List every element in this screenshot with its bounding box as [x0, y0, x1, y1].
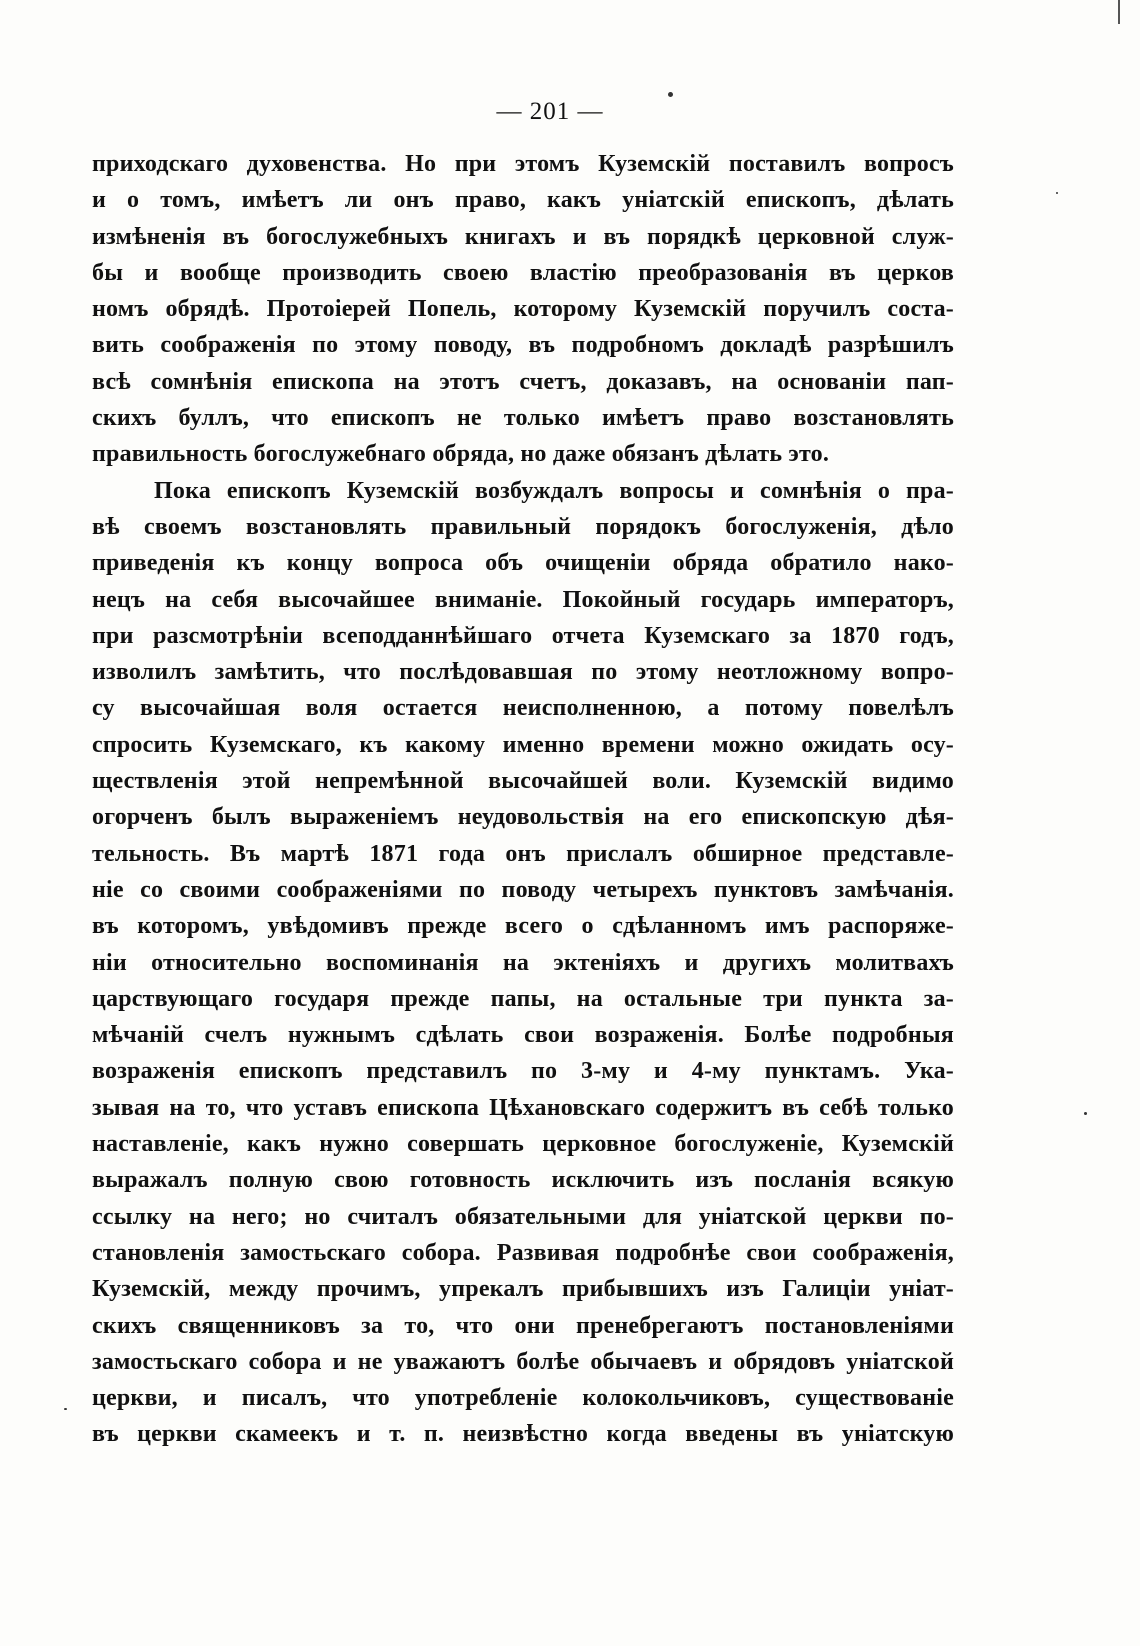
text-line: приходскаго духовенства. Но при этомъ Куземскій поставилъ вопросъ	[92, 151, 954, 177]
scan-edge-mark	[1118, 0, 1120, 24]
text-line: ссылку на него; но считалъ обязательными для уніатской церкви по-	[92, 1203, 954, 1230]
text-line: бы и вообще производить своею властію преобразованія въ церков	[92, 259, 954, 286]
text-line: нецъ на себя высочайшее вниманіе. Покойный государь императоръ,	[92, 586, 954, 613]
text-line: вить соображенія по этому поводу, въ подробномъ докладѣ разрѣшилъ	[92, 332, 954, 359]
text-line: замостьскаго собора и не уважаютъ болѣе обычаевъ и обрядовъ уніатской	[92, 1348, 954, 1375]
text-line: измѣненія въ богослужебныхъ книгахъ и въ порядкѣ церковной служ-	[92, 223, 954, 250]
text-line: тельность. Въ мартѣ 1871 года онъ прислалъ обширное представле-	[92, 840, 954, 867]
text-line: церкви, и писалъ, что употребленіе колокольчиковъ, существованіе	[92, 1385, 954, 1412]
page-number: — 201 —	[496, 98, 604, 125]
text-line: царствующаго государя прежде папы, на остальные три пункта за-	[92, 985, 954, 1012]
text-line: су высочайшая воля остается неисполненною, а потому повелѣлъ	[92, 695, 954, 722]
scan-speck	[64, 1408, 67, 1410]
text-line: ществленія этой непремѣнной высочайшей воли. Куземскій видимо	[92, 768, 954, 795]
scan-speck	[1084, 1112, 1087, 1115]
text-line: изволилъ замѣтить, что послѣдовавшая по этому неотложному вопро-	[92, 659, 954, 686]
text-line: зывая на то, что уставъ епископа Цѣхановскаго содержитъ въ себѣ только	[92, 1094, 954, 1121]
text-line: спросить Куземскаго, къ какому именно времени можно ожидать осу-	[92, 731, 954, 758]
text-line: въ церкви скамеекъ и т. п. неизвѣстно когда введены въ уніатскую	[92, 1421, 954, 1448]
text-line: наставленіе, какъ нужно совершать церковное богослуженіе, Куземскій	[92, 1131, 954, 1158]
text-line: при разсмотрѣніи всеподданнѣйшаго отчета Куземскаго за 1870 годъ,	[92, 622, 954, 649]
text-line: становленія замостьскаго собора. Развивая подробнѣе свои соображенія,	[92, 1239, 954, 1266]
text-line: Куземскій, между прочимъ, упрекалъ прибывшихъ изъ Галиціи уніат-	[92, 1276, 954, 1303]
text-line: мѣчаній счелъ нужнымъ сдѣлать свои возраженія. Болѣе подробныя	[92, 1022, 954, 1049]
text-line: скихъ священниковъ за то, что они пренебрегаютъ постановленіями	[92, 1312, 954, 1339]
text-line: ніе со своими соображеніями по поводу четырехъ пунктовъ замѣчанія.	[92, 876, 954, 903]
text-line: приведенія къ концу вопроса объ очищеніи обряда обратило нако-	[92, 550, 954, 577]
scan-speck	[668, 92, 673, 97]
text-line: и о томъ, имѣетъ ли онъ право, какъ уніатскій епископъ, дѣлать	[92, 187, 954, 214]
body-text	[92, 146, 954, 1453]
text-line: огорченъ былъ выраженіемъ неудовольствія на его епископскую дѣя-	[92, 804, 954, 831]
text-line: Пока епископъ Куземскій возбуждалъ вопросы и сомнѣнія о пра-	[154, 477, 954, 504]
text-line: номъ обрядѣ. Протоіерей Попель, которому Куземскій поручилъ соста-	[92, 296, 954, 323]
text-line: ніи относительно воспоминанія на эктеніяхъ и другихъ молитвахъ	[92, 949, 954, 976]
text-line: въ которомъ, увѣдомивъ прежде всего о сдѣланномъ имъ распоряже-	[92, 913, 954, 940]
text-line: вѣ своемъ возстановлять правильный порядокъ богослуженія, дѣло	[92, 513, 954, 540]
scan-speck	[1056, 192, 1058, 194]
text-line: выражалъ полную свою готовность исключить изъ посланія всякую	[92, 1167, 954, 1194]
text-line: возраженія епископъ представилъ по 3-му и 4-му пунктамъ. Ука-	[92, 1058, 954, 1085]
text-line: скихъ буллъ, что епископъ не только имѣетъ право возстановлять	[92, 405, 954, 432]
text-line: правильность богослужебнаго обряда, но даже обязанъ дѣлать это.	[92, 441, 830, 468]
text-line: всѣ сомнѣнія епископа на этотъ счетъ, доказавъ, на основаніи пап-	[92, 368, 954, 395]
